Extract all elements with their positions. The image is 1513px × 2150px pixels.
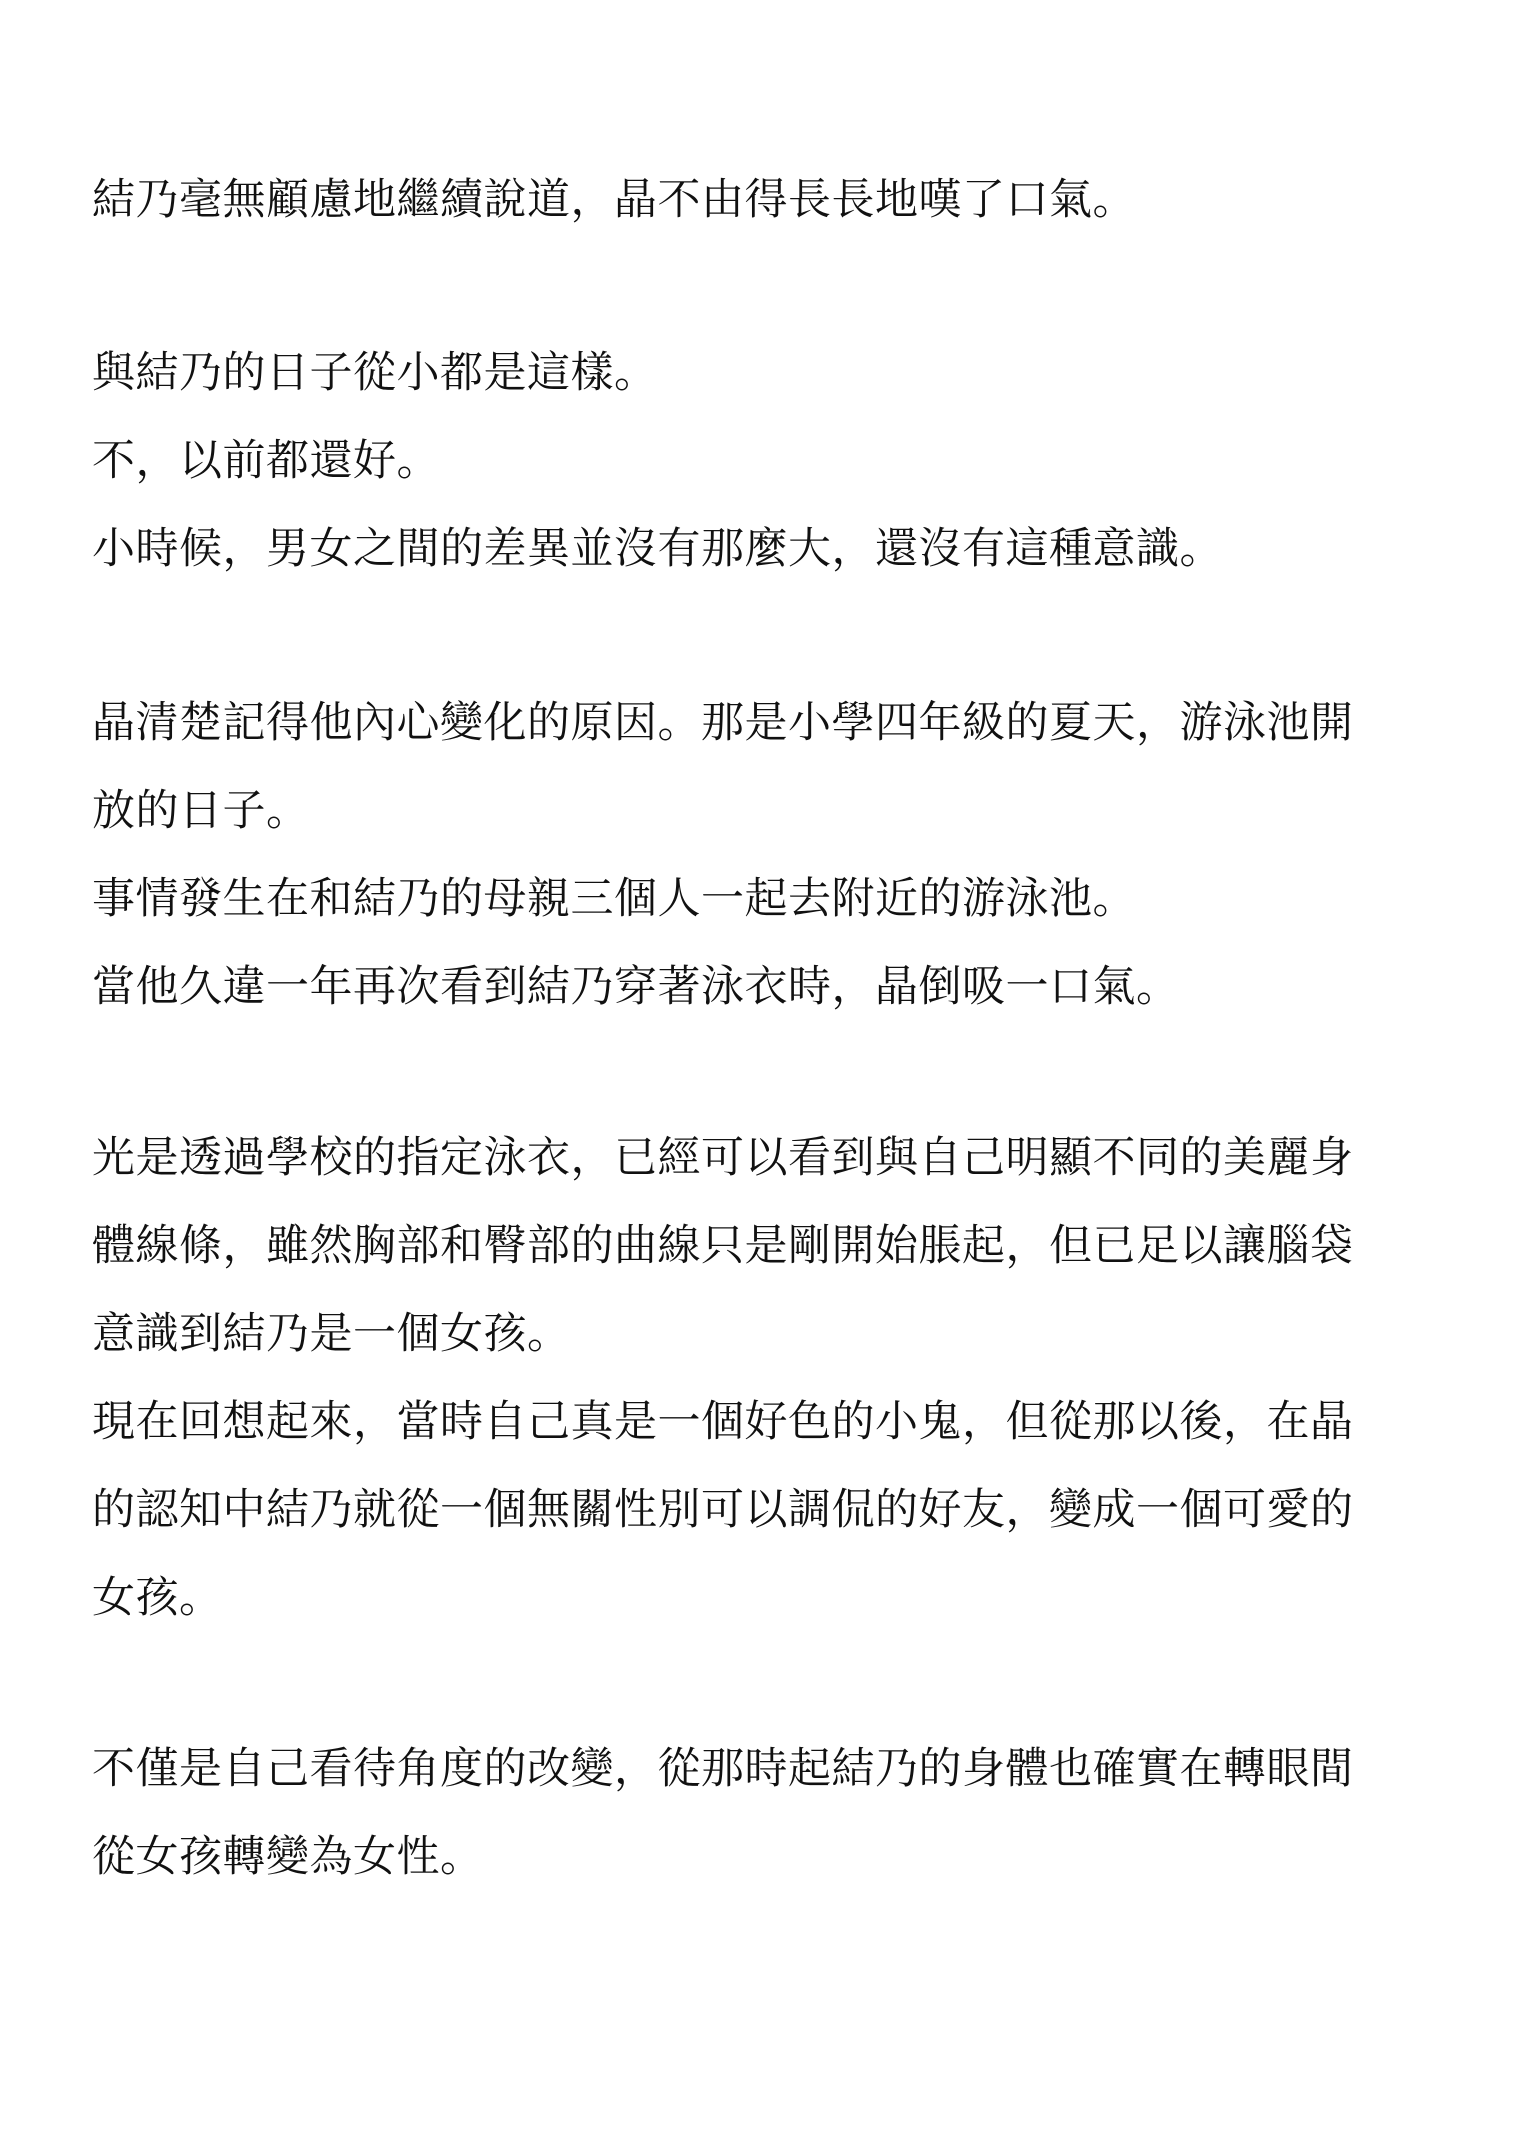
text-line: 放的日子。 [92,786,310,836]
text-line: 現在回想起來，當時自己真是一個好色的小鬼，但從那以後，在晶 [92,1397,1354,1447]
text-line: 的認知中結乃就從一個無關性別可以調侃的好友，變成一個可愛的 [92,1485,1354,1535]
text-line: 不，以前都還好。 [92,436,440,486]
text-line: 不僅是自己看待角度的改變，從那時起結乃的身體也確實在轉眼間 [92,1744,1354,1794]
text-line: 從女孩轉變為女性。 [92,1832,484,1882]
text-line: 小時候，男女之間的差異並沒有那麼大，還沒有這種意識。 [92,524,1223,574]
text-line: 意識到結乃是一個女孩。 [92,1309,571,1359]
text-line: 與結乃的日子從小都是這樣。 [92,348,658,398]
text-line: 體線條，雖然胸部和臀部的曲線只是剛開始脹起，但已足以讓腦袋 [92,1221,1354,1271]
text-line: 結乃毫無顧慮地繼續說道，晶不由得長長地嘆了口氣。 [92,175,1136,225]
text-line: 事情發生在和結乃的母親三個人一起去附近的游泳池。 [92,874,1136,924]
text-line: 當他久違一年再次看到結乃穿著泳衣時，晶倒吸一口氣。 [92,962,1180,1012]
text-line: 晶清楚記得他內心變化的原因。那是小學四年級的夏天，游泳池開 [92,698,1354,748]
text-line: 光是透過學校的指定泳衣，已經可以看到與自己明顯不同的美麗身 [92,1133,1354,1183]
text-line: 女孩。 [92,1573,223,1623]
